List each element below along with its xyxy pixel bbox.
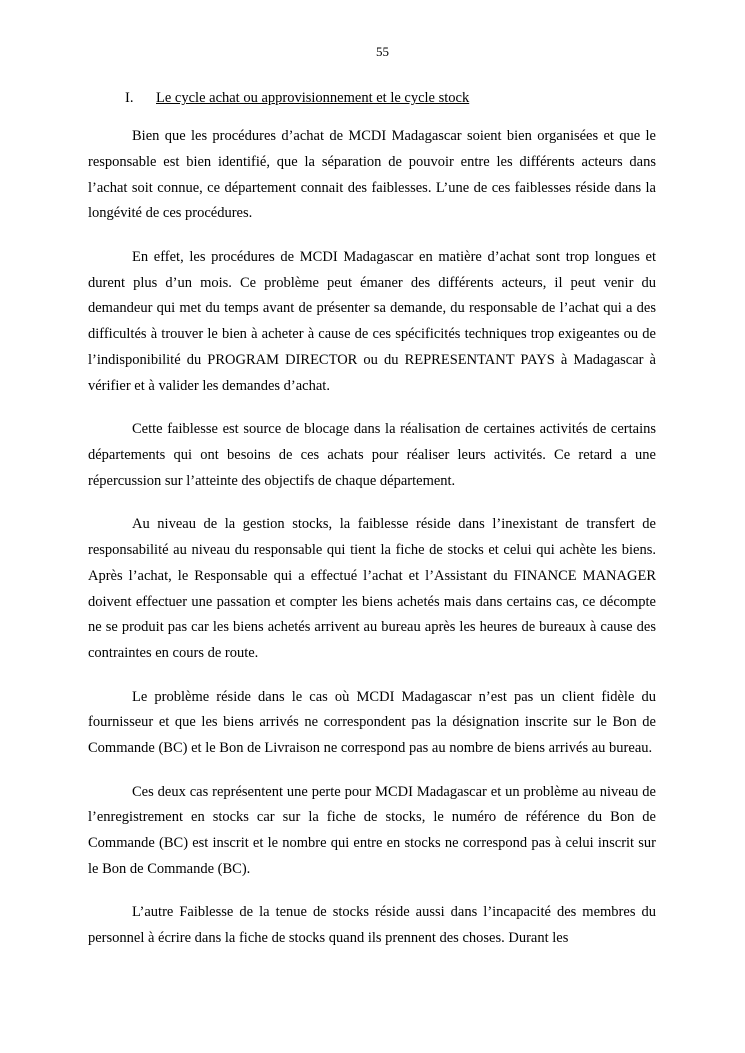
paragraph-blocking-effect: Cette faiblesse est source de blocage dans la réalisation de certaines activités de certains départements qui ont besoins de ces achats pour réaliser leurs activités. Ce retard a une répercussion sur l’atteinte des objectifs de chaque département. (88, 421, 656, 489)
paragraph-supplier-problem: Le problème réside dans le cas où MCDI Madagascar n’est pas un client fidèle du fournisseur et que les biens arrivés ne correspondent pas la désignation inscrite sur le Bon de Commande (BC) et le Bon de Livraison ne correspond pas au nombre de biens arrivés au bureau. (88, 688, 656, 757)
paragraph-stock-management: Au niveau de la gestion stocks, la faiblesse réside dans l’inexistant de transfert de responsabilité au niveau du responsable qui tient la fiche de stocks et celui qui achète les biens. Après l’achat, le Responsable qui a effectué l’achat et l’Assistant du FINANCE MANAGER doivent effectuer une passation et compter les biens achetés mais dans certains cas, ce décompte ne se produit pas car les biens achetés arrivent au bureau après les heures de bureaux à cause des contraintes en cours de route. (88, 516, 656, 662)
paragraph-procedures-weakness: Bien que les procédures d’achat de MCDI Madagascar soient bien organisées et que le responsable est bien identifié, que la séparation de pouvoir entre les différents acteurs dans l’achat soit connue, ce département connait des faiblesses. L’une de ces faiblesses réside dans la longévité de ces procédures. (88, 128, 656, 222)
page-number: 55 (376, 44, 389, 59)
section-title: Le cycle achat ou approvisionnement et le cycle stock (156, 90, 470, 106)
section-numeral: I. (125, 90, 134, 106)
section-heading (125, 89, 469, 107)
paragraph-stock-keeping: L’autre Faiblesse de la tenue de stocks réside aussi dans l’incapacité des membres du personnel à écrire dans la fiche de stocks quand ils prennent des choses. Durant les (88, 904, 656, 947)
paragraph-loss-cases: Ces deux cas représentent une perte pour MCDI Madagascar et un problème au niveau de l’enregistrement en stocks car sur la fiche de stocks, le numéro de référence du Bon de Commande (BC) est inscrit et le nombre qui entre en stocks ne correspond pas à celui inscrit sur le Bon de Commande (BC). (88, 783, 656, 877)
body-text (88, 124, 656, 969)
paragraph-procedures-duration: En effet, les procédures de MCDI Madagascar en matière d’achat sont trop longues et durent plus d’un mois. Ce problème peut émaner des différents acteurs, il peut venir du demandeur qui met du temps avant de présenter sa demande, du responsable de l’achat qui a des difficultés à trouver le bien à acheter à cause de ces spécificités techniques trop exigeantes ou de l’indisponibilité du PROGRAM DIRECTOR ou du REPRESENTANT PAYS à Madagascar à vérifier et à valider les demandes d’achat. (88, 248, 656, 394)
